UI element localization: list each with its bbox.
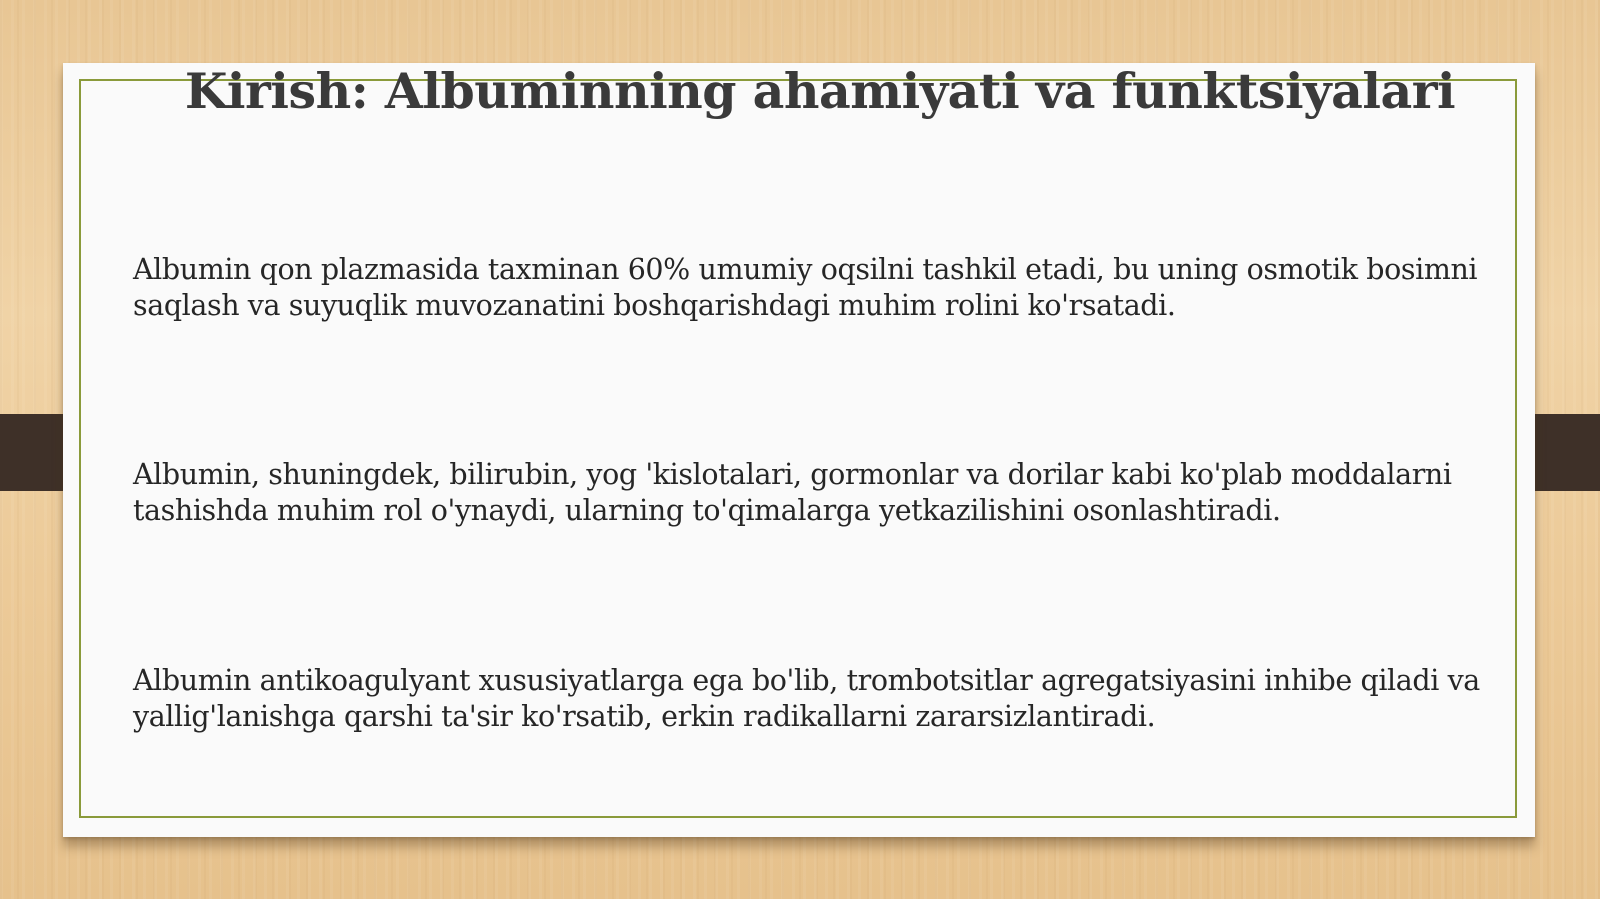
paragraph-transport-role: Albumin, shuningdek, bilirubin, yog 'kislotalari, gormonlar va dorilar kabi ko'plab moddalarni tashishda muhim rol o'ynaydi, ularning to'qimalarga yetkazilishini osonlashtiradi. [133, 458, 1452, 527]
paragraph-osmotic-pressure: Albumin qon plazmasida taxminan 60% umumiy oqsilni tashkil etadi, bu uning osmotik bosimni saqlash va suyuqlik muvozanatini boshqarishdagi muhim rolini ko'rsatadi. [133, 253, 1478, 322]
slide-title: Kirish: Albuminning ahamiyati va funktsiyalari [184, 62, 1456, 120]
paragraph-anticoagulant-properties: Albumin antikoagulyant xususiyatlarga ega bo'lib, trombotsitlar agregatsiyasini inhibe qiladi va yallig'lanishga qarshi ta'sir ko'rsatib, erkin radikallarni zararsizlantiradi. [133, 664, 1480, 733]
